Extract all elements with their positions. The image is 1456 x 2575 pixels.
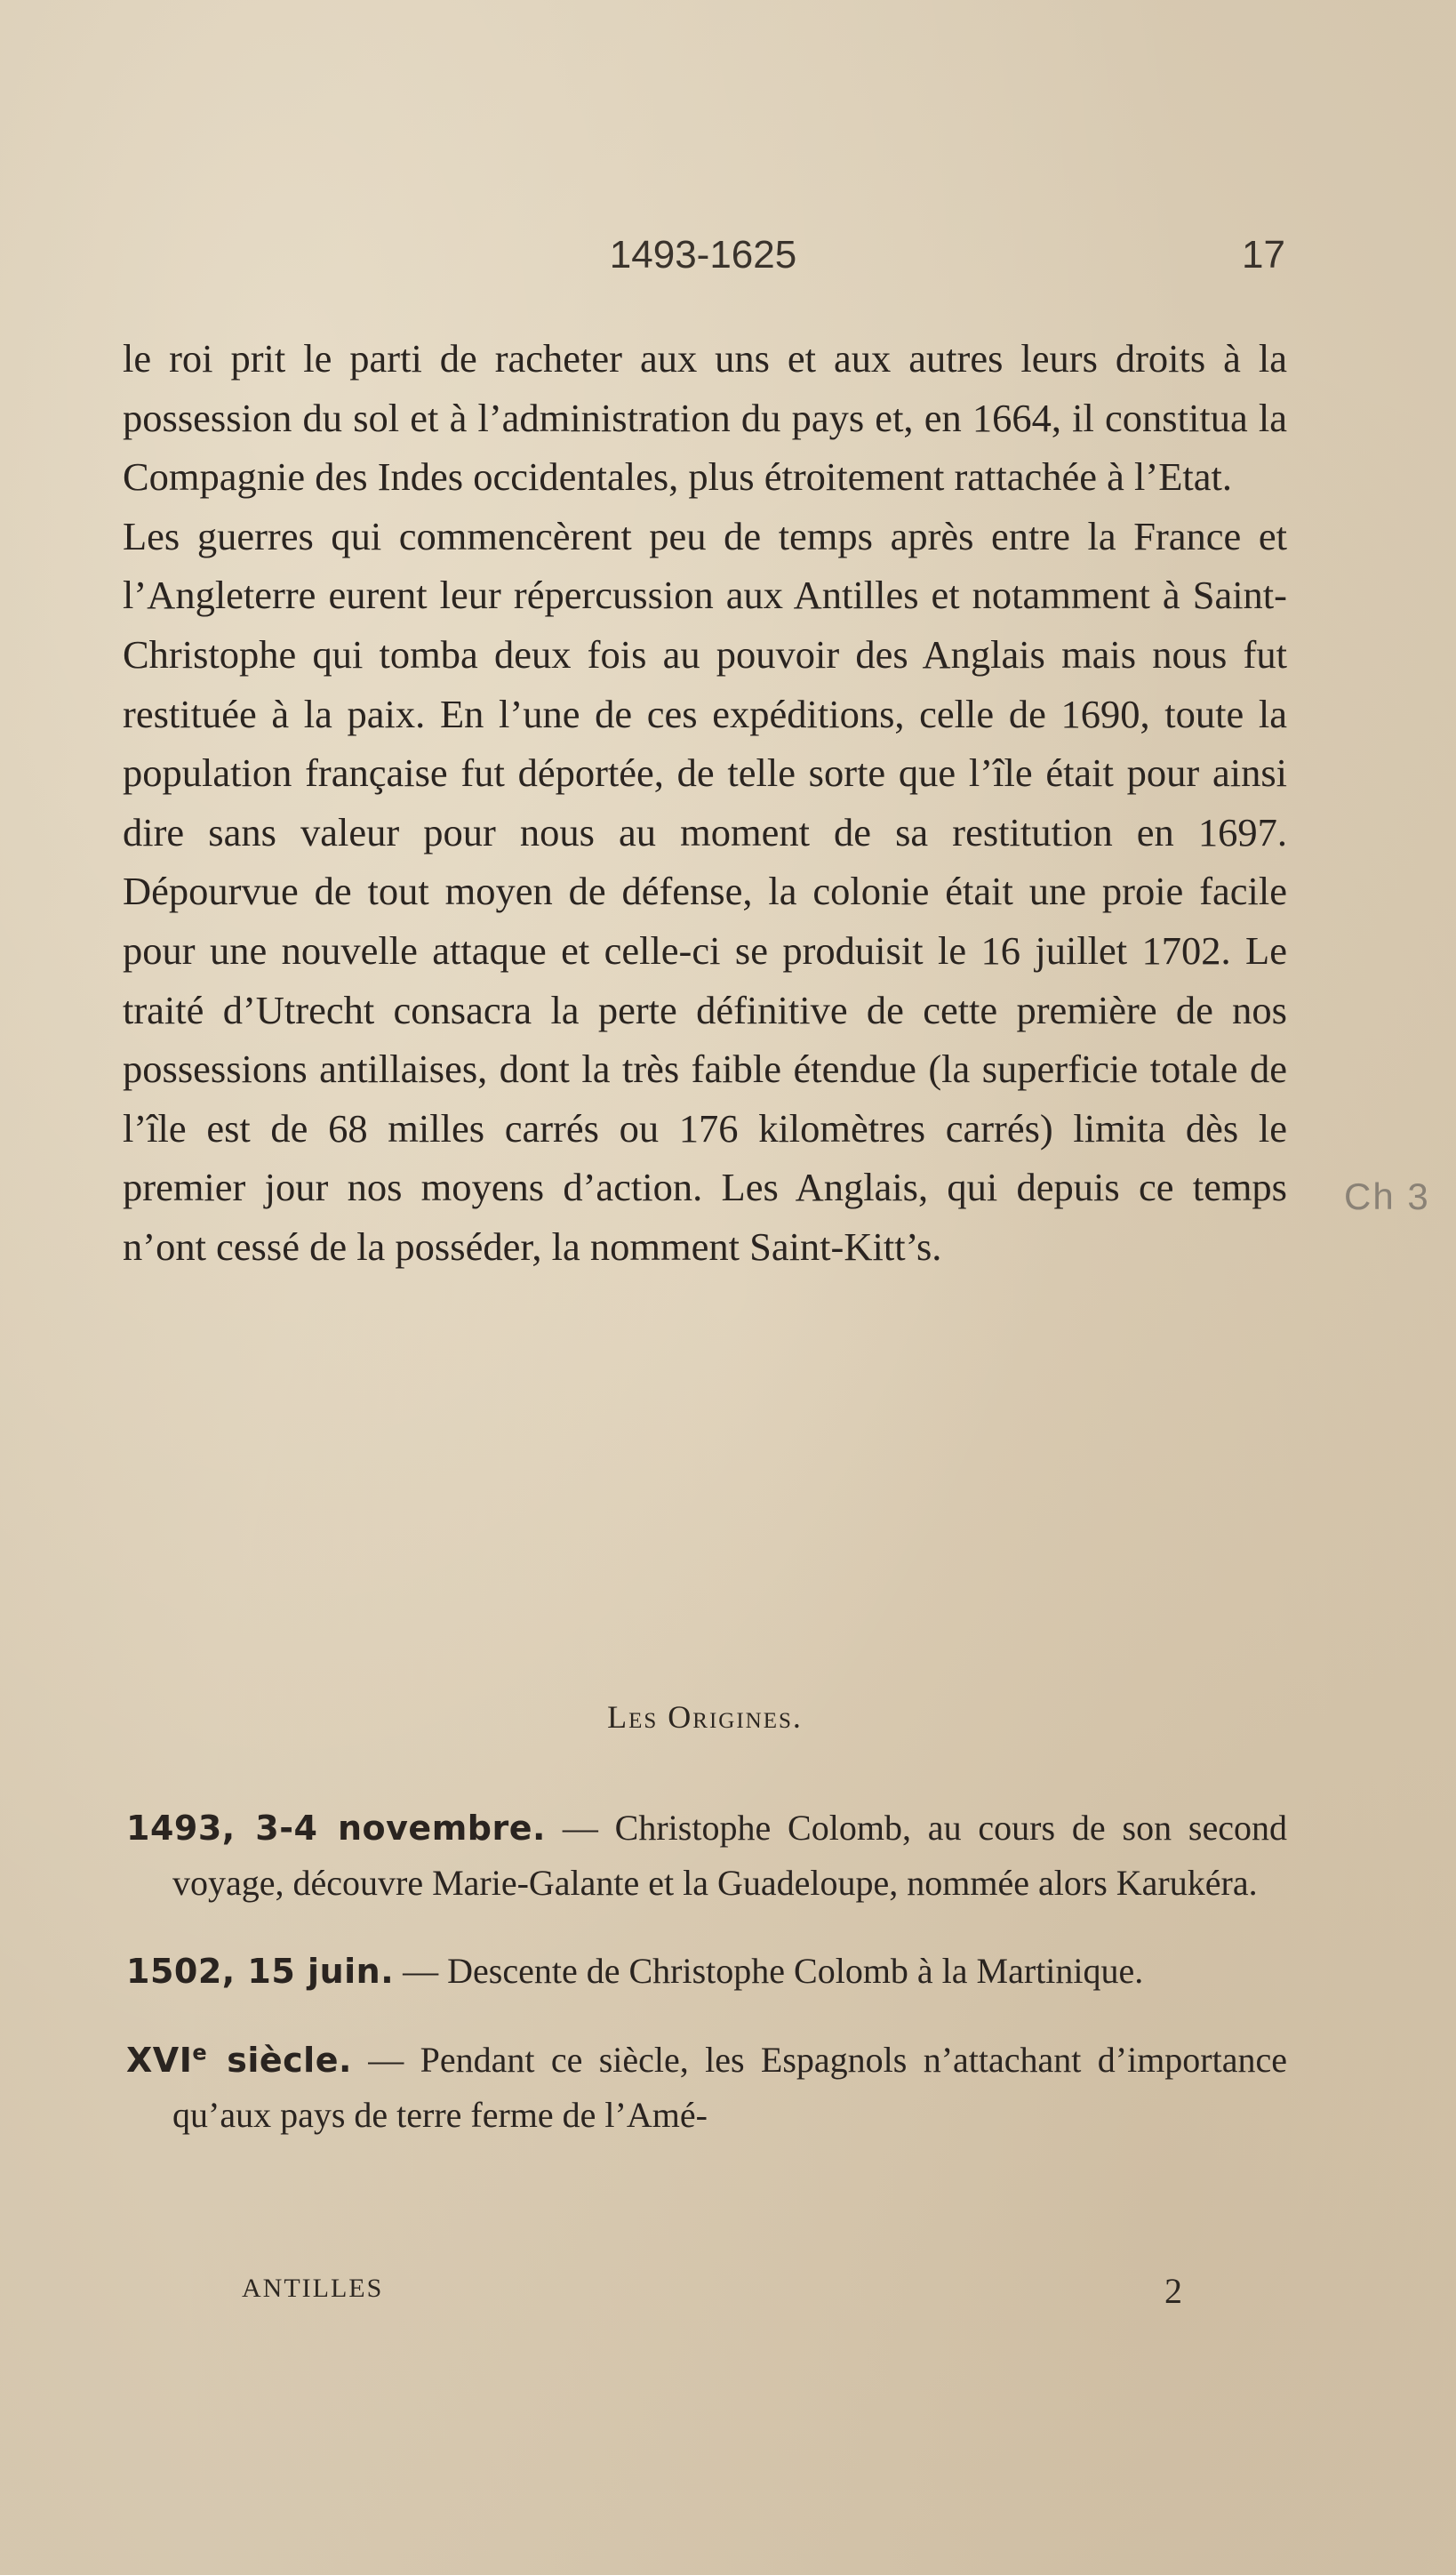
signature-mark: ANTILLES — [242, 2274, 384, 2303]
entry-date — [126, 2041, 352, 2080]
entry-text: — Descente de Christophe Colomb à la Martinique. — [403, 1951, 1144, 1991]
entry-date-century: XVI — [126, 2041, 193, 2080]
page-number: 17 — [1242, 233, 1285, 277]
entry-date: 1493, 3-4 novembre. — [126, 1809, 546, 1848]
signature-number: 2 — [1164, 2271, 1184, 2311]
section-heading: Les Origines. — [607, 1699, 803, 1735]
chronology-entry — [126, 1944, 1287, 1999]
paragraph-1: le roi prit le parti de racheter aux uns et aux autres leurs droits à la possession du sol et à l’administration du pays et, en 1664, il constitua la Compagnie des Indes occidentales, plus étroitement rattachée à l’Etat. — [123, 336, 1287, 500]
page-footer — [242, 2271, 1184, 2318]
body-text — [123, 329, 1287, 1277]
entry-date: 1502, 15 juin. — [126, 1952, 395, 1991]
chronology-entry — [126, 1801, 1287, 1910]
running-head — [121, 233, 1285, 286]
entry-date-suffix: siècle. — [207, 2041, 352, 2080]
chronology-entries — [126, 1801, 1287, 2176]
entry-text: — Pendant ce siècle, les Espagnols n’attachant d’importance qu’aux pays de terre ferme de l’Amé- — [172, 2040, 1287, 2135]
running-head-years: 1493-1625 — [609, 233, 797, 277]
chronology-entry — [126, 2033, 1287, 2142]
handwritten-margin-note: Ch 3 — [1344, 1175, 1430, 1217]
entry-text: — Christophe Colomb, au cours de son second voyage, découvre Marie-Galante et la Guadeloupe, nommée alors Karukéra. — [172, 1808, 1287, 1903]
entry-date-superscript: e — [192, 2040, 208, 2066]
paragraph-2: Les guerres qui commencèrent peu de temps après entre la France et l’Angleterre eurent leur répercussion aux Antilles et notamment à Saint-Christophe qui tomba deux fois au pouvoir des Anglais mais nous fut restituée à la paix. En l’une de ces expéditions, celle de 1690, toute la population française fut déportée, de telle sorte que l’île était pour ainsi dire sans valeur pour nous au moment de sa restitution en 1697. Dépourvue de tout moyen de défense, la colonie était une proie facile pour une nouvelle attaque et celle-ci se produisit le 16 juillet 1702. Le traité d’Utrecht consacra la perte définitive de cette première de nos possessions antillaises, dont la très faible étendue (la superficie totale de l’île est de 68 milles carrés ou 176 kilomètres carrés) limita dès le premier jour nos moyens d’action. Les Anglais, qui depuis ce temps n’ont cessé de la posséder, la nomment Saint-Kitt’s. — [123, 513, 1287, 1269]
